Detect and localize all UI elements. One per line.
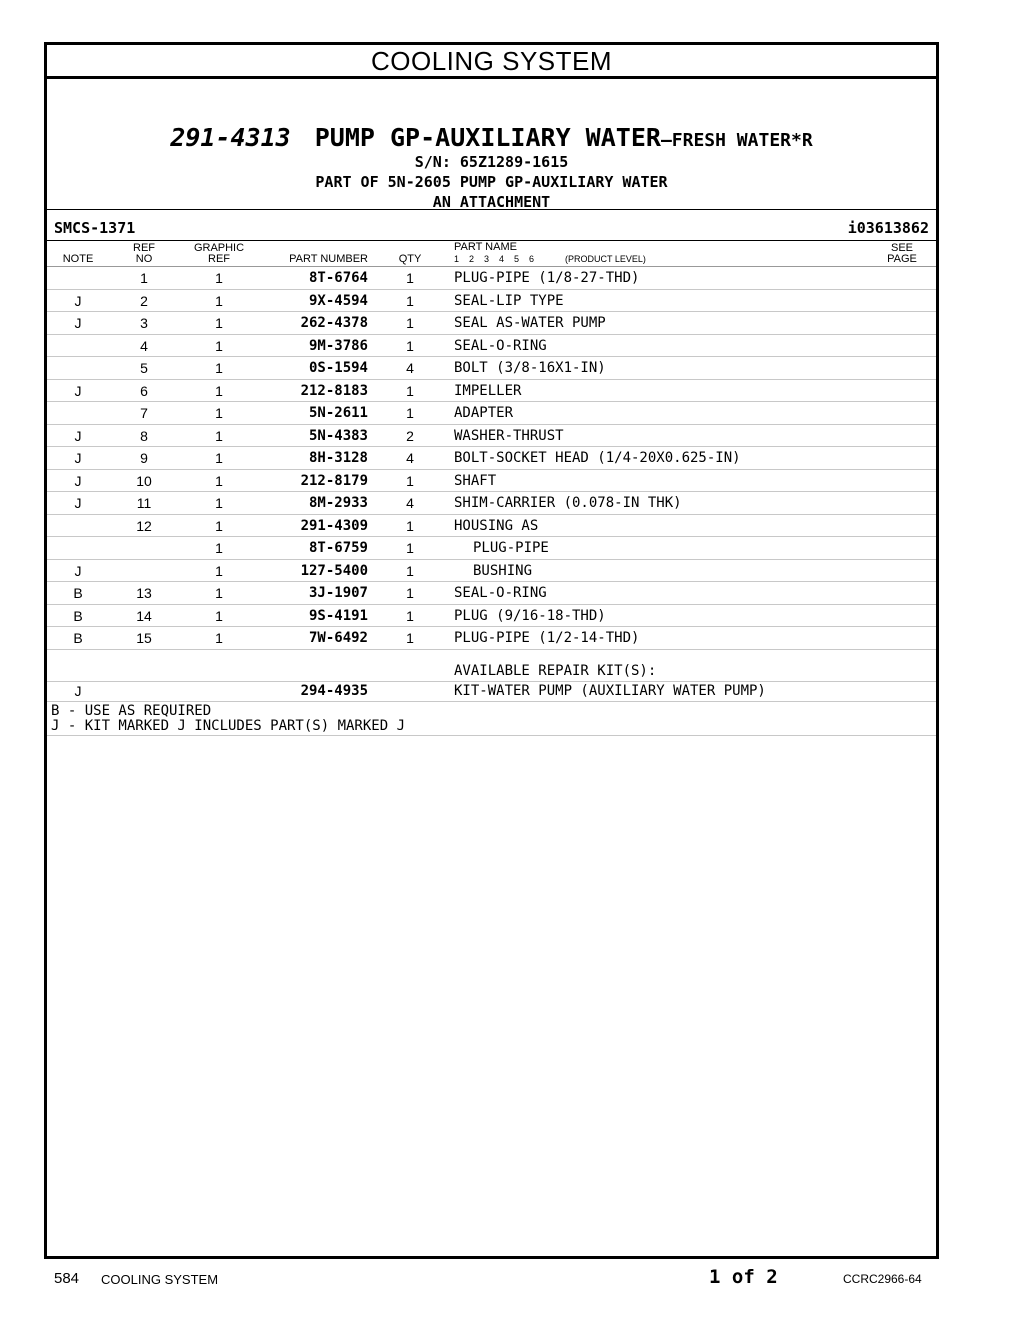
group-qualifier: FRESH WATER*R — [671, 130, 813, 151]
row-ref: 13 — [136, 585, 152, 601]
row-qty: 4 — [406, 360, 414, 376]
col-levels: 1 2 3 4 5 6 — [454, 254, 535, 264]
page-number: 584 — [54, 1270, 80, 1287]
row-note: J — [74, 450, 82, 466]
row-part-number: 8H-3128 — [308, 450, 368, 466]
row-ref: 12 — [136, 517, 152, 534]
table-row — [47, 447, 936, 470]
row-note: J — [74, 427, 82, 444]
row-graphic: 1 — [215, 405, 223, 421]
row-ref: 10 — [136, 472, 152, 489]
row-part-number: 8M-2933 — [308, 495, 368, 511]
col-note: NOTE — [62, 253, 94, 265]
group-name: PUMP GP-AUXILIARY WATER — [314, 123, 661, 152]
row-ref: 14 — [136, 607, 152, 624]
row-note: B — [73, 585, 83, 601]
table-row — [47, 537, 936, 560]
row-part-number: 5N-2611 — [308, 405, 368, 421]
row-note: B — [73, 630, 83, 646]
row-qty: 1 — [406, 315, 414, 331]
row-part-name: SEAL AS-WATER PUMP — [454, 315, 606, 331]
row-part-number: 8T-6764 — [308, 270, 368, 286]
col-qty: QTY — [398, 253, 422, 265]
row-qty: 1 — [406, 382, 414, 399]
row-part-name: IMPELLER — [454, 382, 522, 399]
group-dash: — — [660, 130, 672, 151]
row-ref: 15 — [136, 630, 152, 646]
row-part-name: BUSHING — [473, 562, 533, 579]
row-graphic: 1 — [215, 472, 223, 489]
kit-part-number: 294-4935 — [300, 682, 368, 699]
row-qty: 1 — [406, 337, 414, 354]
table-row — [47, 402, 936, 425]
row-qty: 1 — [406, 472, 414, 489]
col-graphic-bottom: REF — [208, 253, 230, 265]
kit-row — [47, 681, 936, 702]
row-part-name: SEAL-LIP TYPE — [454, 292, 564, 309]
row-ref: 7 — [140, 405, 148, 421]
note-j: J - KIT MARKED J INCLUDES PART(S) MARKED J — [51, 717, 406, 734]
col-part-number: PART NUMBER — [289, 253, 368, 265]
row-graphic: 1 — [215, 585, 223, 601]
row-qty: 1 — [406, 270, 414, 286]
row-qty: 1 — [406, 405, 414, 421]
row-note: J — [74, 315, 82, 331]
row-graphic: 1 — [215, 630, 223, 646]
table-row — [47, 560, 936, 583]
row-part-number: 7W-6492 — [308, 630, 368, 646]
smcs-bar — [47, 210, 936, 241]
row-part-number: 212-8183 — [300, 382, 368, 399]
row-note: J — [74, 382, 82, 399]
parts-page-frame — [44, 42, 939, 1259]
table-row — [47, 492, 936, 515]
note-b: B - USE AS REQUIRED — [51, 702, 212, 719]
row-graphic: 1 — [215, 450, 223, 466]
row-part-number: 212-8179 — [300, 472, 368, 489]
row-part-number: 9X-4594 — [308, 292, 368, 309]
row-note: J — [74, 562, 82, 579]
smcs-code: SMCS-1371 — [54, 219, 136, 237]
table-row — [47, 380, 936, 403]
row-qty: 1 — [406, 540, 414, 556]
row-ref: 3 — [140, 315, 148, 331]
row-note: J — [74, 292, 82, 309]
row-graphic: 1 — [215, 360, 223, 376]
page-of: 1 of 2 — [709, 1266, 778, 1288]
row-part-name: SHIM-CARRIER (0.078-IN THK) — [454, 495, 682, 511]
row-qty: 1 — [406, 517, 414, 534]
row-part-number: 291-4309 — [300, 517, 368, 534]
col-see-top: SEE — [890, 242, 913, 254]
table-row — [47, 470, 936, 493]
row-qty: 1 — [406, 607, 414, 624]
table-row — [47, 425, 936, 448]
col-ref-top: REF — [133, 242, 155, 254]
row-part-name: HOUSING AS — [454, 517, 539, 534]
row-ref: 4 — [140, 337, 148, 354]
row-part-name: PLUG-PIPE (1/8-27-THD) — [454, 270, 640, 286]
row-part-name: BOLT-SOCKET HEAD (1/4-20X0.625-IN) — [454, 450, 741, 466]
table-row — [47, 357, 936, 380]
row-graphic: 1 — [215, 382, 223, 399]
kit-part-name: KIT-WATER PUMP (AUXILIARY WATER PUMP) — [454, 682, 766, 699]
row-note: B — [73, 607, 83, 624]
table-row — [47, 290, 936, 313]
row-part-name: BOLT (3/8-16X1-IN) — [454, 360, 606, 376]
footer-section-title: COOLING SYSTEM — [101, 1272, 219, 1287]
group-title — [47, 123, 936, 152]
col-graphic-top: GRAPHIC — [193, 242, 245, 254]
row-graphic: 1 — [215, 607, 223, 624]
document-code: CCRC2966-64 — [843, 1272, 922, 1286]
repair-kits-heading — [47, 650, 936, 681]
row-part-name: WASHER-THRUST — [454, 427, 564, 444]
row-graphic: 1 — [215, 562, 223, 579]
row-graphic: 1 — [215, 270, 223, 286]
row-qty: 1 — [406, 562, 414, 579]
row-graphic: 1 — [215, 495, 223, 511]
row-graphic: 1 — [215, 540, 223, 556]
row-graphic: 1 — [215, 292, 223, 309]
row-qty: 1 — [406, 292, 414, 309]
row-part-number: 262-4378 — [300, 315, 368, 331]
group-header — [47, 79, 936, 210]
row-part-name: ADAPTER — [454, 405, 514, 421]
table-row — [47, 627, 936, 650]
row-graphic: 1 — [215, 517, 223, 534]
row-qty: 1 — [406, 585, 414, 601]
serial-number: S/N: 65Z1289-1615 — [414, 153, 569, 171]
row-part-number: 0S-1594 — [308, 360, 368, 376]
table-row — [47, 267, 936, 290]
row-part-number: 127-5400 — [300, 562, 368, 579]
notes-legend — [47, 702, 936, 736]
row-part-name: PLUG-PIPE (1/2-14-THD) — [454, 630, 640, 646]
illustration-id: i03613862 — [847, 219, 929, 237]
col-product-level: (PRODUCT LEVEL) — [565, 254, 646, 264]
row-qty: 1 — [406, 630, 414, 646]
kit-note: J — [74, 682, 82, 699]
part-of-line: PART OF 5N-2605 PUMP GP-AUXILIARY WATER — [315, 173, 668, 191]
row-part-name: PLUG-PIPE — [473, 540, 549, 556]
group-part-number: 291-4313 — [170, 123, 291, 152]
col-see-bottom: PAGE — [887, 253, 917, 265]
row-graphic: 1 — [215, 315, 223, 331]
row-note: J — [74, 495, 82, 511]
repair-kits-label: AVAILABLE REPAIR KIT(S): — [454, 662, 657, 679]
row-part-number: 9S-4191 — [308, 607, 368, 624]
row-ref: 9 — [140, 450, 148, 466]
table-row — [47, 582, 936, 605]
table-row — [47, 515, 936, 538]
row-qty: 2 — [406, 427, 414, 444]
row-ref: 2 — [140, 292, 148, 309]
row-ref: 11 — [136, 495, 152, 511]
attachment-line: AN ATTACHMENT — [432, 193, 551, 211]
row-part-number: 9M-3786 — [308, 337, 368, 354]
page-footer — [0, 1266, 1020, 1290]
row-part-name: SEAL-O-RING — [454, 337, 547, 354]
row-part-name: SHAFT — [454, 472, 497, 489]
row-ref: 8 — [140, 427, 148, 444]
col-part-name: PART NAME — [454, 241, 517, 253]
row-qty: 4 — [406, 495, 414, 511]
section-title: COOLING SYSTEM — [47, 45, 936, 79]
row-part-number: 5N-4383 — [308, 427, 368, 444]
parts-list — [47, 267, 936, 736]
column-header — [47, 241, 936, 267]
row-qty: 4 — [406, 450, 414, 466]
row-graphic: 1 — [215, 427, 223, 444]
row-part-name: PLUG (9/16-18-THD) — [454, 607, 606, 624]
row-ref: 5 — [140, 360, 148, 376]
row-ref: 1 — [140, 270, 148, 286]
row-note: J — [74, 472, 82, 489]
table-row — [47, 335, 936, 358]
row-part-number: 8T-6759 — [308, 540, 368, 556]
row-ref: 6 — [140, 382, 148, 399]
table-row — [47, 605, 936, 628]
col-ref-bottom: NO — [135, 253, 153, 265]
row-part-name: SEAL-O-RING — [454, 585, 547, 601]
row-part-number: 3J-1907 — [308, 585, 368, 601]
table-row — [47, 312, 936, 335]
row-graphic: 1 — [215, 337, 223, 354]
